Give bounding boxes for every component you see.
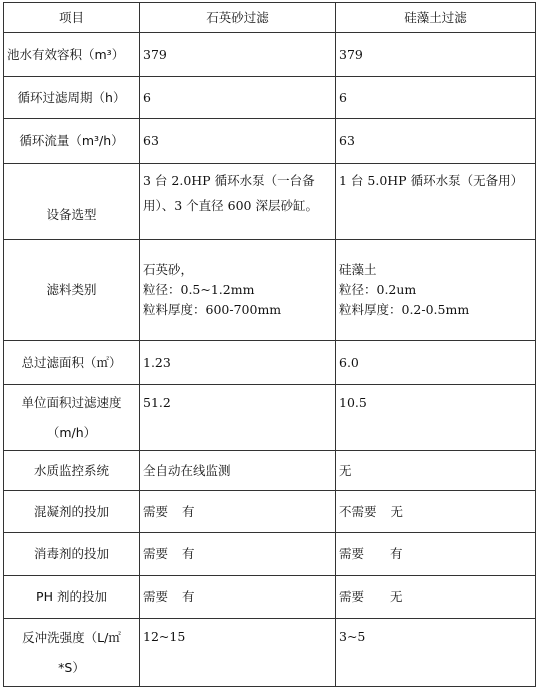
quartz-line: 用）、3 个直径 600 深层砂缸。 [143,198,318,213]
quartz-value: 12~15 [140,619,336,687]
quartz-value: 379 [140,33,336,77]
row-label: 循环过滤周期（h） [4,77,140,119]
row-label-line: （m/h） [46,424,97,440]
row-label: 循环流量（m³/h） [4,119,140,164]
table-row [4,385,536,451]
diatom-value [336,533,536,576]
row-label: 混凝剂的投加 [4,491,140,533]
table-row [4,119,536,164]
row-label: 池水有效容积（m³） [4,33,140,77]
diatom-value: 379 [336,33,536,77]
diatom-value: 6.0 [336,341,536,385]
quartz-line: 粒径：0.5~1.2mm [143,282,255,297]
quartz-line: 石英砂， [143,262,194,277]
quartz-value [140,533,336,576]
quartz-value: 51.2 [140,385,336,451]
table-row [4,77,536,119]
row-label: 滤料类别 [4,240,140,341]
diatom-value: 63 [336,119,536,164]
quartz-value [140,240,336,341]
row-label [4,385,140,451]
diatom-value: 6 [336,77,536,119]
header-diatomite: 硅藻土过滤 [336,3,536,33]
table-row [4,491,536,533]
header-item: 项目 [4,3,140,33]
table-row [4,164,536,240]
diatom-line: 粒料厚度：0.2-0.5mm [339,302,470,317]
table-row [4,533,536,576]
table-row [4,341,536,385]
row-label: 水质监控系统 [4,451,140,491]
row-label: 消毒剂的投加 [4,533,140,576]
row-label: 设备选型 [4,164,140,240]
quartz-value [140,491,336,533]
quartz-line: 3 台 2.0HP 循环水泵（一台备 [143,173,315,188]
quartz-need: 需要 [143,546,169,561]
row-label-line: 单位面积过滤速度 [21,394,122,410]
row-label: PH 剂的投加 [4,576,140,619]
row-label-line: 反冲洗强度（L/㎡ [22,629,121,645]
quartz-line: 粒料厚度：600-700mm [143,302,282,317]
quartz-value: 全自动在线监测 [140,451,336,491]
table-row [4,451,536,491]
diatom-need: 需要 [339,589,365,604]
table-row [4,33,536,77]
diatom-value [336,576,536,619]
diatom-has: 有 [390,546,403,561]
diatom-value [336,240,536,341]
diatom-need: 不需要 [339,503,377,519]
diatom-line: 硅藻土 [339,262,377,277]
quartz-need: 需要 [143,589,169,604]
quartz-value: 6 [140,77,336,119]
quartz-value [140,576,336,619]
table-row [4,240,536,341]
quartz-has: 有 [182,589,195,604]
quartz-need: 需要 [143,503,169,519]
table-row [4,619,536,687]
quartz-value: 63 [140,119,336,164]
diatom-value [336,491,536,533]
quartz-has: 有 [182,503,195,519]
row-label-line: *S） [58,659,85,675]
diatom-line: 1 台 5.0HP 循环水泵（无备用） [339,173,524,188]
comparison-table [3,2,536,687]
table-header-row [4,3,536,33]
quartz-value [140,164,336,240]
diatom-value: 3~5 [336,619,536,687]
diatom-value: 无 [336,451,536,491]
quartz-value: 1.23 [140,341,336,385]
quartz-has: 有 [182,546,195,561]
diatom-value: 10.5 [336,385,536,451]
diatom-line: 粒径：0.2um [339,282,417,297]
row-label [4,619,140,687]
diatom-has: 无 [390,589,403,604]
row-label: 总过滤面积（㎡） [4,341,140,385]
diatom-value [336,164,536,240]
table-row [4,576,536,619]
header-quartz-sand: 石英砂过滤 [140,3,336,33]
diatom-has: 无 [390,503,404,519]
diatom-need: 需要 [339,546,365,561]
